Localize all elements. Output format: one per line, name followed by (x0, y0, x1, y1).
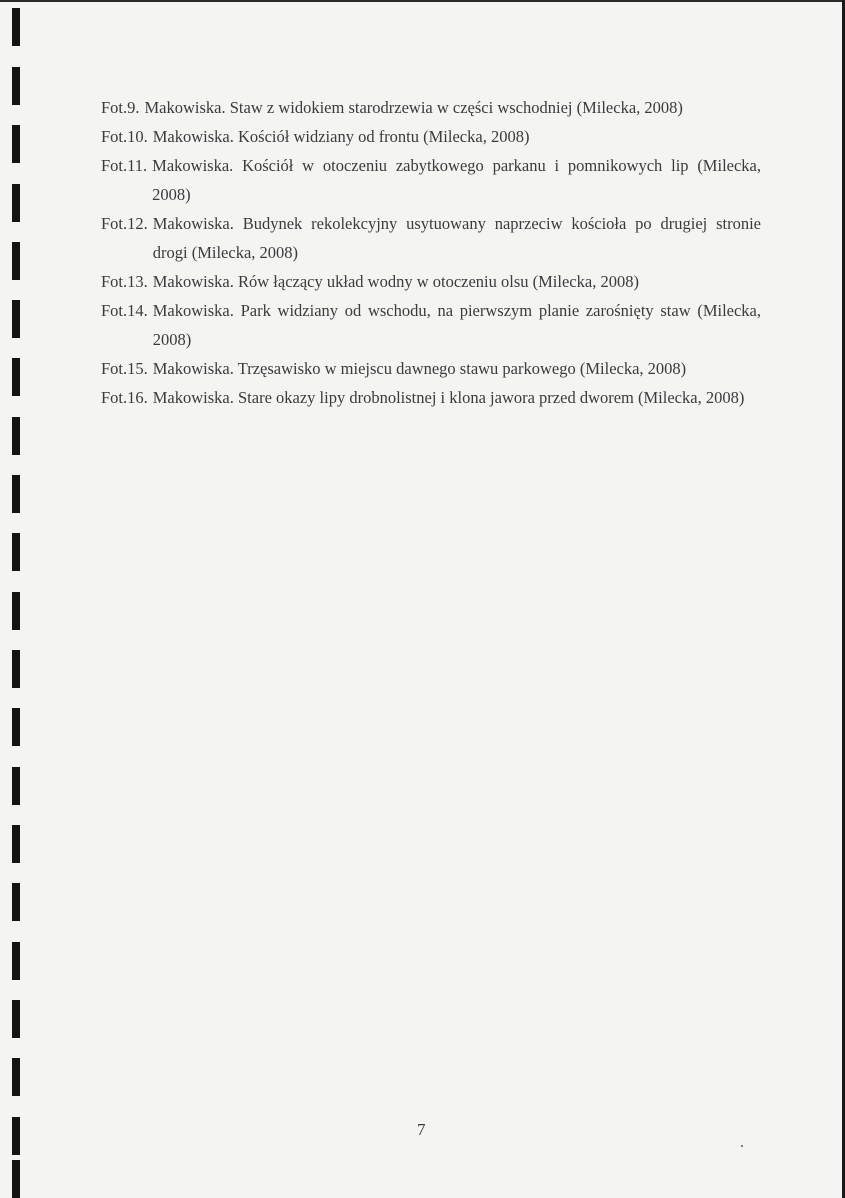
caption-text: Makowiska. Stare okazy lipy drobnolistnej i klona jawora przed dworem (Milecka, 2008) (152, 388, 745, 407)
binding-hole (12, 767, 20, 805)
scan-top-edge (0, 0, 845, 2)
binding-hole (12, 1058, 20, 1096)
binding-hole (12, 67, 20, 105)
caption-number: Fot.15. (101, 359, 148, 378)
caption-number: Fot.16. (101, 388, 148, 407)
binding-hole (12, 8, 20, 46)
binding-hole (12, 300, 20, 338)
caption-text: Makowiska. Rów łączący układ wodny w otoczeniu olsu (Milecka, 2008) (152, 272, 639, 291)
binding-hole (12, 1117, 20, 1155)
caption-number: Fot.12. (101, 214, 148, 233)
caption-number: Fot.9. (101, 98, 140, 117)
caption-number: Fot.13. (101, 272, 148, 291)
caption-text: Makowiska. Budynek rekolekcyjny usytuowany naprzeciw kościoła po drugiej stronie drogi (Milecka, 2008) (152, 214, 761, 262)
binding-hole (12, 708, 20, 746)
caption-item (101, 151, 761, 209)
caption-text: Makowiska. Kościół w otoczeniu zabytkowego parkanu i pomnikowych lip (Milecka, 2008) (152, 156, 761, 204)
binding-hole (12, 1160, 20, 1198)
binding-hole (12, 417, 20, 455)
binding-hole (12, 533, 20, 571)
binding-hole (12, 650, 20, 688)
binding-hole (12, 242, 20, 280)
binding-hole (12, 942, 20, 980)
caption-item (101, 93, 761, 122)
caption-item (101, 296, 761, 354)
caption-number: Fot.14. (101, 301, 148, 320)
binding-hole (12, 125, 20, 163)
photo-caption-list (101, 93, 761, 412)
binding-hole (12, 825, 20, 863)
caption-text: Makowiska. Trzęsawisko w miejscu dawnego stawu parkowego (Milecka, 2008) (152, 359, 687, 378)
binding-hole (12, 592, 20, 630)
caption-item (101, 267, 761, 296)
caption-text: Makowiska. Kościół widziany od frontu (Milecka, 2008) (152, 127, 530, 146)
page-number: 7 (417, 1120, 426, 1139)
caption-text: Makowiska. Staw z widokiem starodrzewia w części wschodniej (Milecka, 2008) (144, 98, 683, 117)
binding-hole (12, 1000, 20, 1038)
binding-holes (12, 0, 22, 1198)
caption-number: Fot.10. (101, 127, 148, 146)
scan-speck (741, 1145, 743, 1147)
caption-text: Makowiska. Park widziany od wschodu, na pierwszym planie zarośnięty staw (Milecka, 2008) (152, 301, 761, 349)
caption-item (101, 122, 761, 151)
caption-item (101, 354, 761, 383)
binding-hole (12, 358, 20, 396)
caption-number: Fot.11. (101, 156, 148, 175)
binding-hole (12, 184, 20, 222)
caption-item (101, 209, 761, 267)
binding-hole (12, 475, 20, 513)
caption-item (101, 383, 761, 412)
binding-hole (12, 883, 20, 921)
